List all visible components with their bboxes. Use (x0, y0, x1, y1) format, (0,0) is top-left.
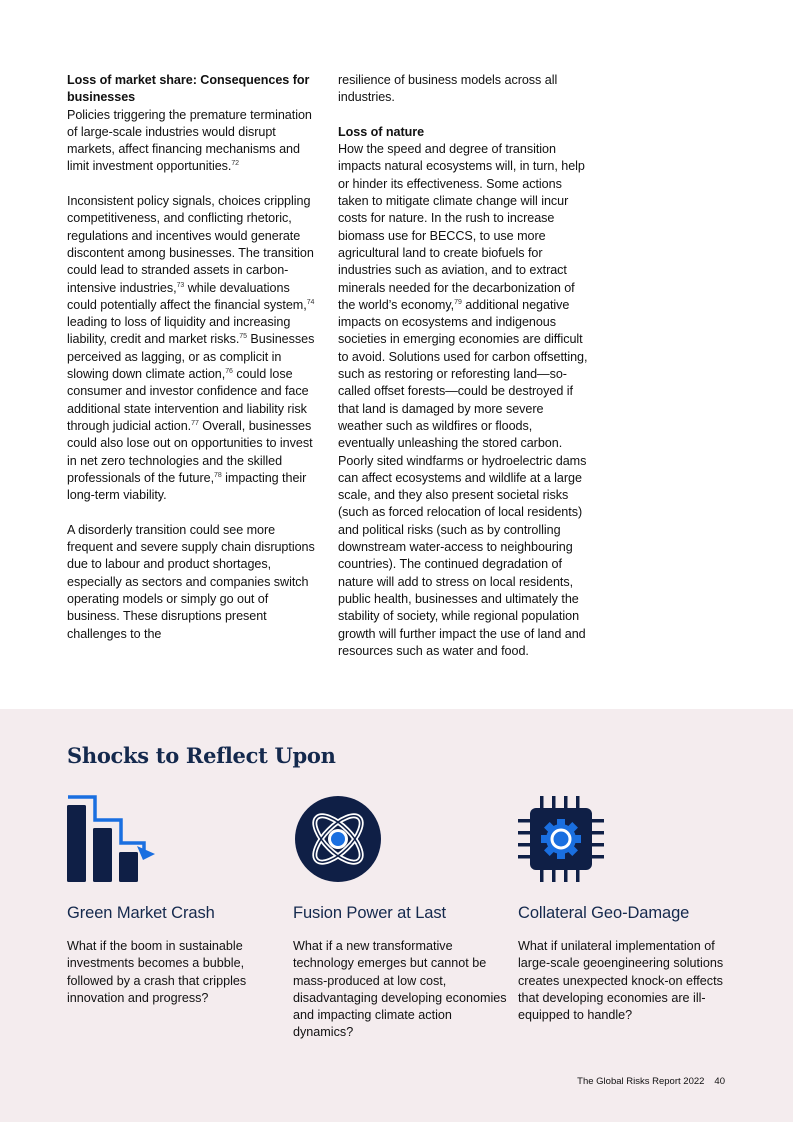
paragraph-market-3: A disorderly transition could see more frequent and severe supply chain disruptions due to labour and product shortages, especially as sectors and companies switch operating models or simply go out of business. These disruptions present challenges to the (67, 522, 315, 641)
paragraph-nature: How the speed and degree of transition impacts natural ecosystems will, in turn, help or hinder its effectiveness. Some actions taken to mitigate climate change will incur costs for nature. In the rush to increase biomass use for BECCS, to use more agricultural land to create biofuels for industries such as aviation, and to extract minerals needed for the decarbonization of the world’s economy,$^{79}$ additional negative impacts on ecosystems and indigenous societies in emerging economies are difficult to avoid. Solutions used for carbon offsetting, such as restoring or reforesting land—so-called offset forests—could be destroyed if that land is damaged by more severe weather such as wildfires or floods, eventually unleashing the stored carbon. Poorly sited windfarms or hydroelectric dams can affect ecosystems and wildlife at a large scale, and they also present societal risks (such as forced relocation of local residents) and political risks (such as by controlling downstream water-access to neighbouring countries). The continued degradation of nature will add to stress on local residents, public health, businesses and ultimately the stability of society, while regional population growth will further impact the use of land and resources such as water and food. (338, 142, 588, 658)
shock-card-title: Fusion Power at Last (293, 904, 446, 922)
shock-card-fusion-power (293, 792, 508, 1040)
left-column (67, 72, 319, 643)
page-footer (577, 1076, 725, 1087)
atom-icon (293, 792, 393, 887)
shock-card-text: What if a new transformative technology emerges but cannot be mass-produced at low cost, disadvantaging developing economies and impacting climate action dynamics? (293, 939, 507, 1040)
paragraph-market-1: Policies triggering the premature termination of large-scale industries would disrupt markets, affect financing mechanisms and limit investment opportunities.$^{72}$ (67, 107, 312, 174)
paragraph-continuation: resilience of business models across all industries. (338, 73, 558, 105)
shock-card-title: Green Market Crash (67, 904, 215, 922)
shock-card-text: What if the boom in sustainable investments becomes a bubble, followed by a crash that cripples innovation and progress? (67, 939, 247, 1005)
heading-loss-of-nature: Loss of nature (338, 124, 425, 139)
shock-card-green-market-crash (67, 792, 282, 1005)
footnote-ref[interactable]: 79 (454, 298, 462, 306)
footnote-ref[interactable]: 78 (214, 471, 222, 479)
footnote-ref[interactable]: 74 (306, 298, 315, 306)
declining-bar-chart-icon (67, 792, 167, 887)
footnote-ref[interactable]: 73 (176, 281, 185, 289)
shock-card-text: What if unilateral implementation of large-scale geoengineering solutions creates unexpected knock-on effects that developing economies are ill-equipped to handle? (518, 939, 724, 1023)
footnote-ref[interactable]: 76 (225, 367, 233, 375)
page-number: 40 (714, 1076, 725, 1087)
shocks-title: Shocks to Reflect Upon (67, 743, 336, 768)
report-title: The Global Risks Report 2022 (577, 1076, 705, 1087)
footnote-ref[interactable]: 75 (239, 333, 247, 341)
chip-gear-icon (518, 792, 618, 887)
right-column (338, 72, 590, 660)
footnote-ref[interactable]: 72 (231, 160, 240, 168)
footnote-ref[interactable]: 77 (191, 419, 199, 427)
paragraph-market-2: Inconsistent policy signals, choices crippling competitiveness, and conflicting rhetoric, regulations and incentives would generate discontent among businesses. The transition could lead to stranded assets in carbon-intensive industries,$^{73}$ while devaluations could potentially affect the financial system,$^{74}$ leading to loss of liquidity and increasing liability, credit and market risks.$^{75}$ Businesses perceived as lagging, or as complicit in slowing down climate action,$^{76}$ could lose consumer and investor confidence and face additional state intervention and liability risk through judicial action.$^{77}$ Overall, businesses could also lose out on opportunities to invest in net zero technologies and the skilled professionals of the future,$^{78}$ impacting their long-term viability. (67, 194, 315, 503)
heading-loss-of-market-share: Loss of market share: Consequences for businesses (67, 73, 310, 105)
shock-card-collateral-geo-damage (518, 792, 733, 1023)
shock-card-title: Collateral Geo-Damage (518, 904, 690, 922)
